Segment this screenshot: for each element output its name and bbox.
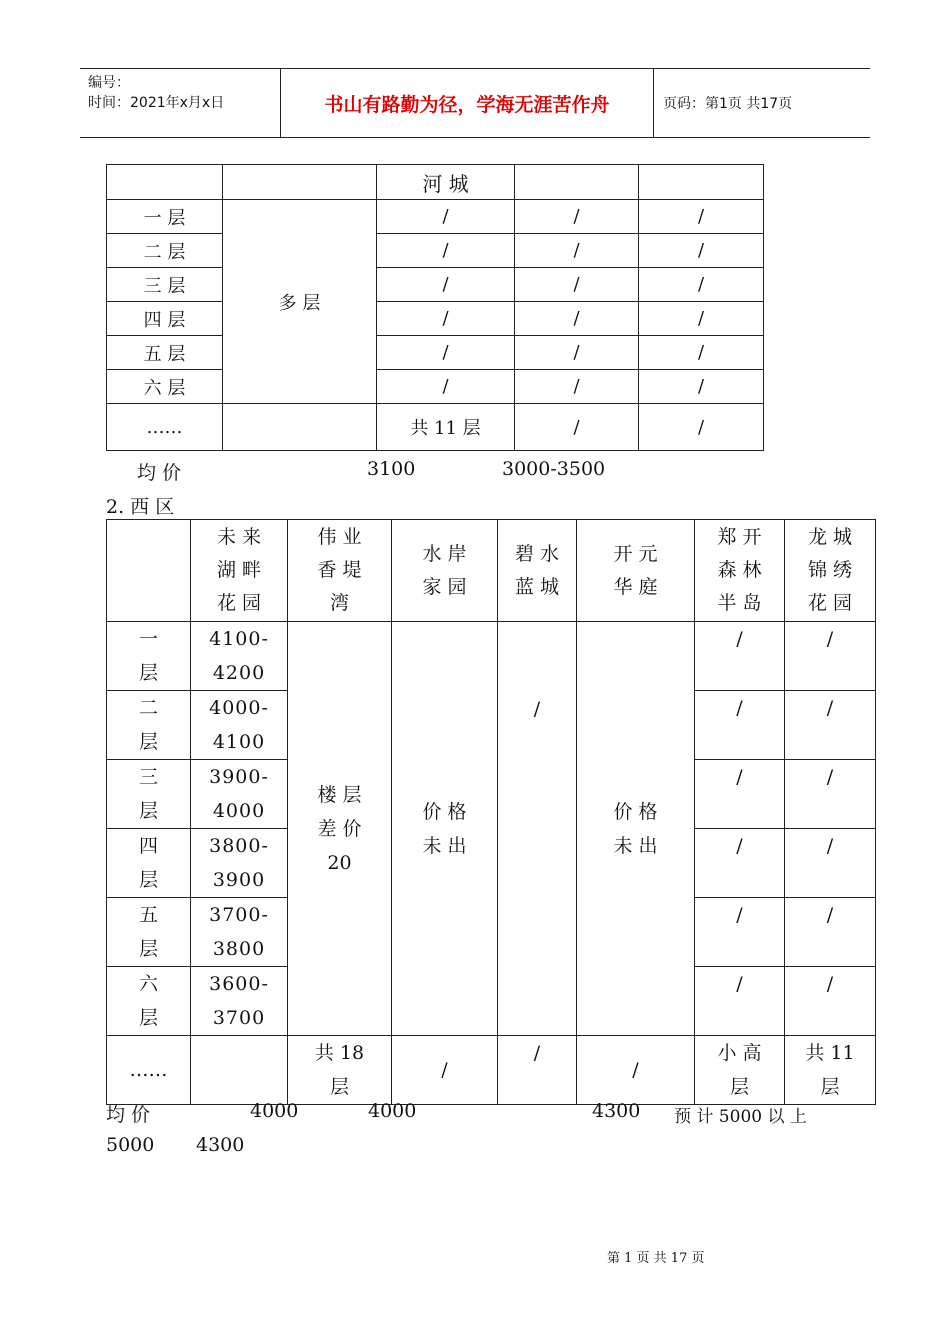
avg-value: 4000: [250, 1100, 299, 1122]
cell: /: [639, 200, 764, 234]
col-header: 龙 城 锦 绣 花 园: [785, 520, 876, 622]
col-header: 未 来 湖 畔 花 园: [191, 520, 288, 622]
table-row: [107, 200, 764, 234]
price-cell: 4000- 4100: [191, 691, 288, 760]
avg-label: 均 价: [106, 1104, 151, 1126]
number-label: 编号：: [88, 75, 130, 91]
table-west: [106, 519, 876, 1105]
floor-label: 六 层: [107, 370, 223, 404]
floor-label: 三 层: [107, 268, 223, 302]
cell: 共 11 层: [785, 1036, 876, 1105]
price-cell: 3700- 3800: [191, 898, 288, 967]
cell: /: [515, 404, 639, 451]
floor-label: 六 层: [107, 967, 191, 1036]
table-row: [107, 234, 764, 268]
col-header-hecheng: 河 城: [377, 165, 515, 200]
table-row: [107, 370, 764, 404]
header-page-info: 页码：第1页 共17页: [663, 96, 793, 112]
cell: /: [639, 268, 764, 302]
avg-value: 5000: [106, 1134, 155, 1156]
cell: 小 高 层: [695, 1036, 785, 1105]
col-header: 碧 水 蓝 城: [498, 520, 577, 622]
floor-label: 五 层: [107, 898, 191, 967]
cell: /: [785, 760, 876, 829]
cell: /: [695, 691, 785, 760]
cell: /: [377, 200, 515, 234]
cell: /: [695, 622, 785, 691]
page-header: [80, 68, 870, 138]
avg-value: 预 计 5000 以 上: [674, 1107, 807, 1127]
cell: /: [377, 370, 515, 404]
table-header-row: [107, 520, 876, 622]
col-header: 郑 开 森 林 半 岛: [695, 520, 785, 622]
cell: /: [785, 967, 876, 1036]
cell: /: [377, 302, 515, 336]
table-row: [107, 622, 876, 691]
price-cell: 3600- 3700: [191, 967, 288, 1036]
avg-value: 4300: [196, 1134, 245, 1156]
cell: /: [695, 898, 785, 967]
avg-value: 3000-3500: [502, 458, 606, 480]
cell: /: [695, 829, 785, 898]
cell: /: [639, 302, 764, 336]
table-east: [106, 164, 764, 451]
floor-label: 四 层: [107, 829, 191, 898]
col-header: 开 元 华 庭: [577, 520, 695, 622]
cell: /: [515, 302, 639, 336]
avg-value: 4000: [368, 1100, 417, 1122]
floor-label: 五 层: [107, 336, 223, 370]
cell: 共 11 层: [377, 404, 515, 451]
floor-label: ……: [107, 1036, 191, 1105]
floor-label: 二 层: [107, 234, 223, 268]
page-footer: 第 1 页 共 17 页: [607, 1251, 705, 1266]
bishui-note: /: [498, 622, 577, 1036]
cell: 共 18 层: [288, 1036, 392, 1105]
table-row: [107, 302, 764, 336]
cell: /: [639, 234, 764, 268]
header-motto: 书山有路勤为径，学海无涯苦作舟: [281, 69, 654, 137]
header-meta: [80, 69, 281, 137]
cell: /: [377, 336, 515, 370]
cell: /: [377, 234, 515, 268]
cell: /: [785, 691, 876, 760]
cell: /: [639, 336, 764, 370]
cell: /: [515, 370, 639, 404]
floor-label: 二 层: [107, 691, 191, 760]
cell: /: [639, 370, 764, 404]
col-header: 伟 业 香 堤 湾: [288, 520, 392, 622]
cell: /: [785, 622, 876, 691]
cell: /: [515, 268, 639, 302]
cell: [191, 1036, 288, 1105]
table-row: [107, 336, 764, 370]
floor-label: 一 层: [107, 622, 191, 691]
cell: /: [515, 336, 639, 370]
kaiyuan-note: 价 格 未 出: [577, 622, 695, 1036]
avg-label: 均 价: [137, 462, 182, 484]
cell: /: [785, 898, 876, 967]
cell: /: [498, 1036, 577, 1105]
cell: /: [695, 967, 785, 1036]
floor-label: 一 层: [107, 200, 223, 234]
table-row: [107, 1036, 876, 1105]
cell: /: [785, 829, 876, 898]
price-cell: 3800- 3900: [191, 829, 288, 898]
section-title: 2. 西 区: [106, 496, 175, 518]
floor-label: ……: [107, 404, 223, 451]
price-cell: 3900- 4000: [191, 760, 288, 829]
cell: /: [515, 234, 639, 268]
cell: /: [695, 760, 785, 829]
avg-value: 4300: [592, 1100, 641, 1122]
cell: /: [392, 1036, 498, 1105]
group-label: 多 层: [223, 200, 377, 404]
col-header: 水 岸 家 园: [392, 520, 498, 622]
cell: /: [377, 268, 515, 302]
cell: /: [577, 1036, 695, 1105]
shuian-note: 价 格 未 出: [392, 622, 498, 1036]
table-header-row: [107, 165, 764, 200]
table-row: [107, 268, 764, 302]
cell: /: [639, 404, 764, 451]
table-row: [107, 404, 764, 451]
weiye-note: 楼 层 差 价 20: [288, 622, 392, 1036]
floor-label: 三 层: [107, 760, 191, 829]
price-cell: 4100- 4200: [191, 622, 288, 691]
floor-label: 四 层: [107, 302, 223, 336]
avg-value: 3100: [367, 458, 416, 480]
cell: /: [515, 200, 639, 234]
time-label: 时间：2021年x月x日: [88, 95, 225, 111]
